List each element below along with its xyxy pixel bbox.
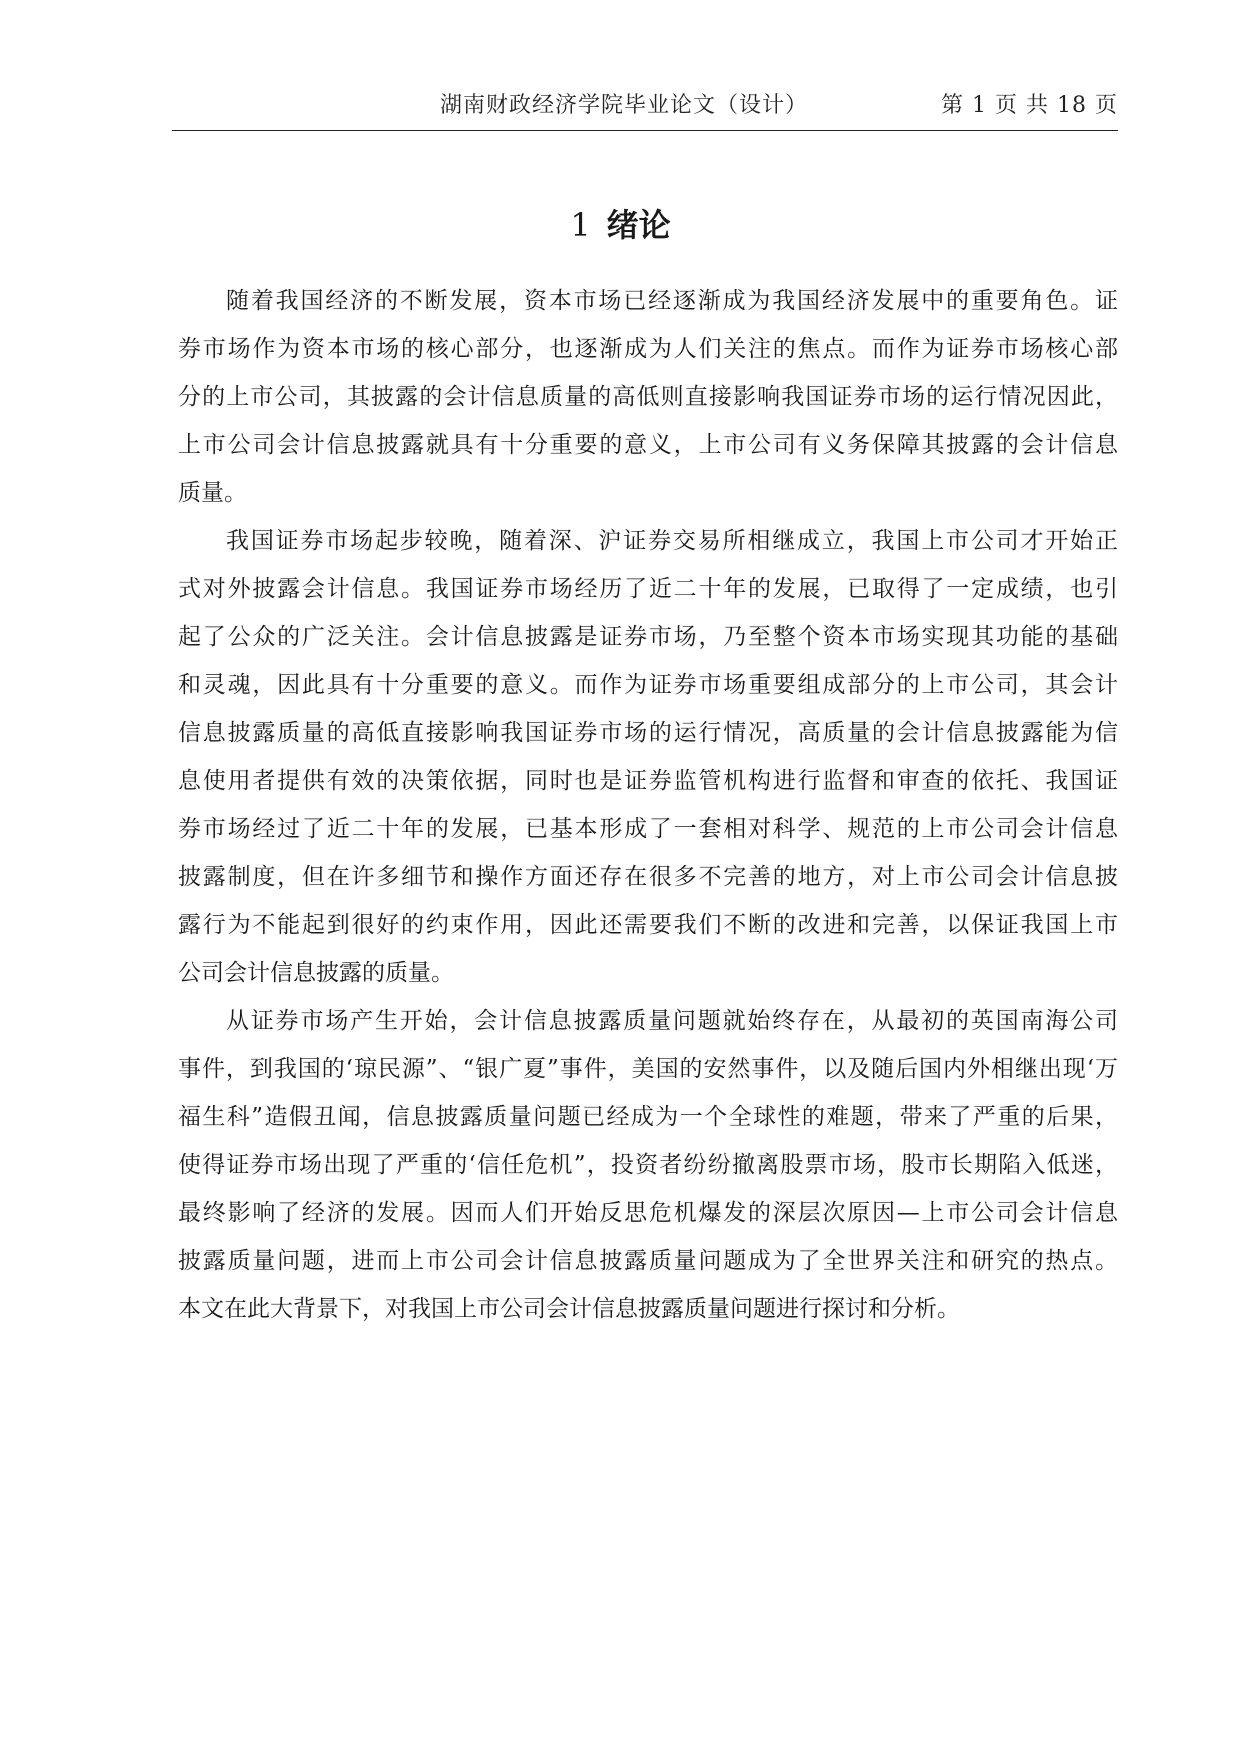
paragraph-line: 本文在此大背景下，对我国上市公司会计信息披露质量问题进行探讨和分析。 — [178, 1296, 960, 1322]
paragraph-line: 从证券市场产生开始，会计信息披露质量问题就始终存在，从最初的英国南海公司 — [226, 1008, 1118, 1034]
paragraph-line: 分的上市公司，其披露的会计信息质量的高低则直接影响我国证券市场的运行情况因此， — [178, 384, 1118, 410]
header-page-info: 第 1 页 共 18 页 — [941, 93, 1118, 118]
paragraph-line: 我国证券市场起步较晚，随着深、沪证券交易所相继成立，我国上市公司才开始正 — [226, 528, 1118, 554]
paragraph-line: 券市场经过了近二十年的发展，已基本形成了一套相对科学、规范的上市公司会计信息 — [178, 816, 1118, 842]
paragraph-line: 起了公众的广泛关注。会计信息披露是证券市场，乃至整个资本市场实现其功能的基础 — [178, 624, 1118, 650]
paragraph-2 — [178, 517, 1118, 997]
paragraph-3 — [178, 997, 1118, 1333]
paragraph-line: 随着我国经济的不断发展，资本市场已经逐渐成为我国经济发展中的重要角色。证 — [226, 288, 1118, 314]
paragraph-line: 和灵魂，因此具有十分重要的意义。而作为证券市场重要组成部分的上市公司，其会计 — [178, 672, 1118, 698]
paragraph-line: 披露质量问题，进而上市公司会计信息披露质量问题成为了全世界关注和研究的热点。 — [178, 1248, 1118, 1274]
paragraph-line: 最终影响了经济的发展。因而人们开始反思危机爆发的深层次原因—上市公司会计信息 — [178, 1200, 1118, 1226]
paragraph-line: 使得证券市场出现了严重的‘信任危机”，投资者纷纷撤离股票市场，股市长期陷入低迷， — [178, 1152, 1118, 1178]
header-title: 湖南财政经济学院毕业论文（设计） — [440, 93, 809, 118]
paragraph-line: 事件，到我国的‘琼民源”、“银广夏”事件，美国的安然事件，以及随后国内外相继出现‘万 — [178, 1056, 1118, 1082]
section-title: 绪论 — [606, 206, 671, 244]
paragraph-line: 露行为不能起到很好的约束作用，因此还需要我们不断的改进和完善，以保证我国上市 — [178, 912, 1118, 938]
section-number: 1 — [570, 206, 591, 244]
paragraph-1 — [178, 277, 1118, 517]
body-text — [178, 277, 1118, 1333]
paragraph-line: 券市场作为资本市场的核心部分，也逐渐成为人们关注的焦点。而作为证券市场核心部 — [178, 336, 1118, 362]
paragraph-line: 信息披露质量的高低直接影响我国证券市场的运行情况，高质量的会计信息披露能为信 — [178, 720, 1118, 746]
paragraph-line: 式对外披露会计信息。我国证券市场经历了近二十年的发展，已取得了一定成绩，也引 — [178, 576, 1118, 602]
section-heading — [0, 203, 1241, 247]
paragraph-line: 质量。 — [178, 480, 247, 506]
paragraph-line: 福生科”造假丑闻，信息披露质量问题已经成为一个全球性的难题，带来了严重的后果， — [178, 1104, 1118, 1130]
paragraph-line: 息使用者提供有效的决策依据，同时也是证券监管机构进行监督和审查的依托、我国证 — [178, 768, 1118, 794]
paragraph-line: 上市公司会计信息披露就具有十分重要的意义，上市公司有义务保障其披露的会计信息 — [178, 432, 1118, 458]
paragraph-line: 披露制度，但在许多细节和操作方面还存在很多不完善的地方，对上市公司会计信息披 — [178, 864, 1118, 890]
paragraph-line: 公司会计信息披露的质量。 — [178, 960, 454, 986]
page-header — [172, 84, 1118, 131]
